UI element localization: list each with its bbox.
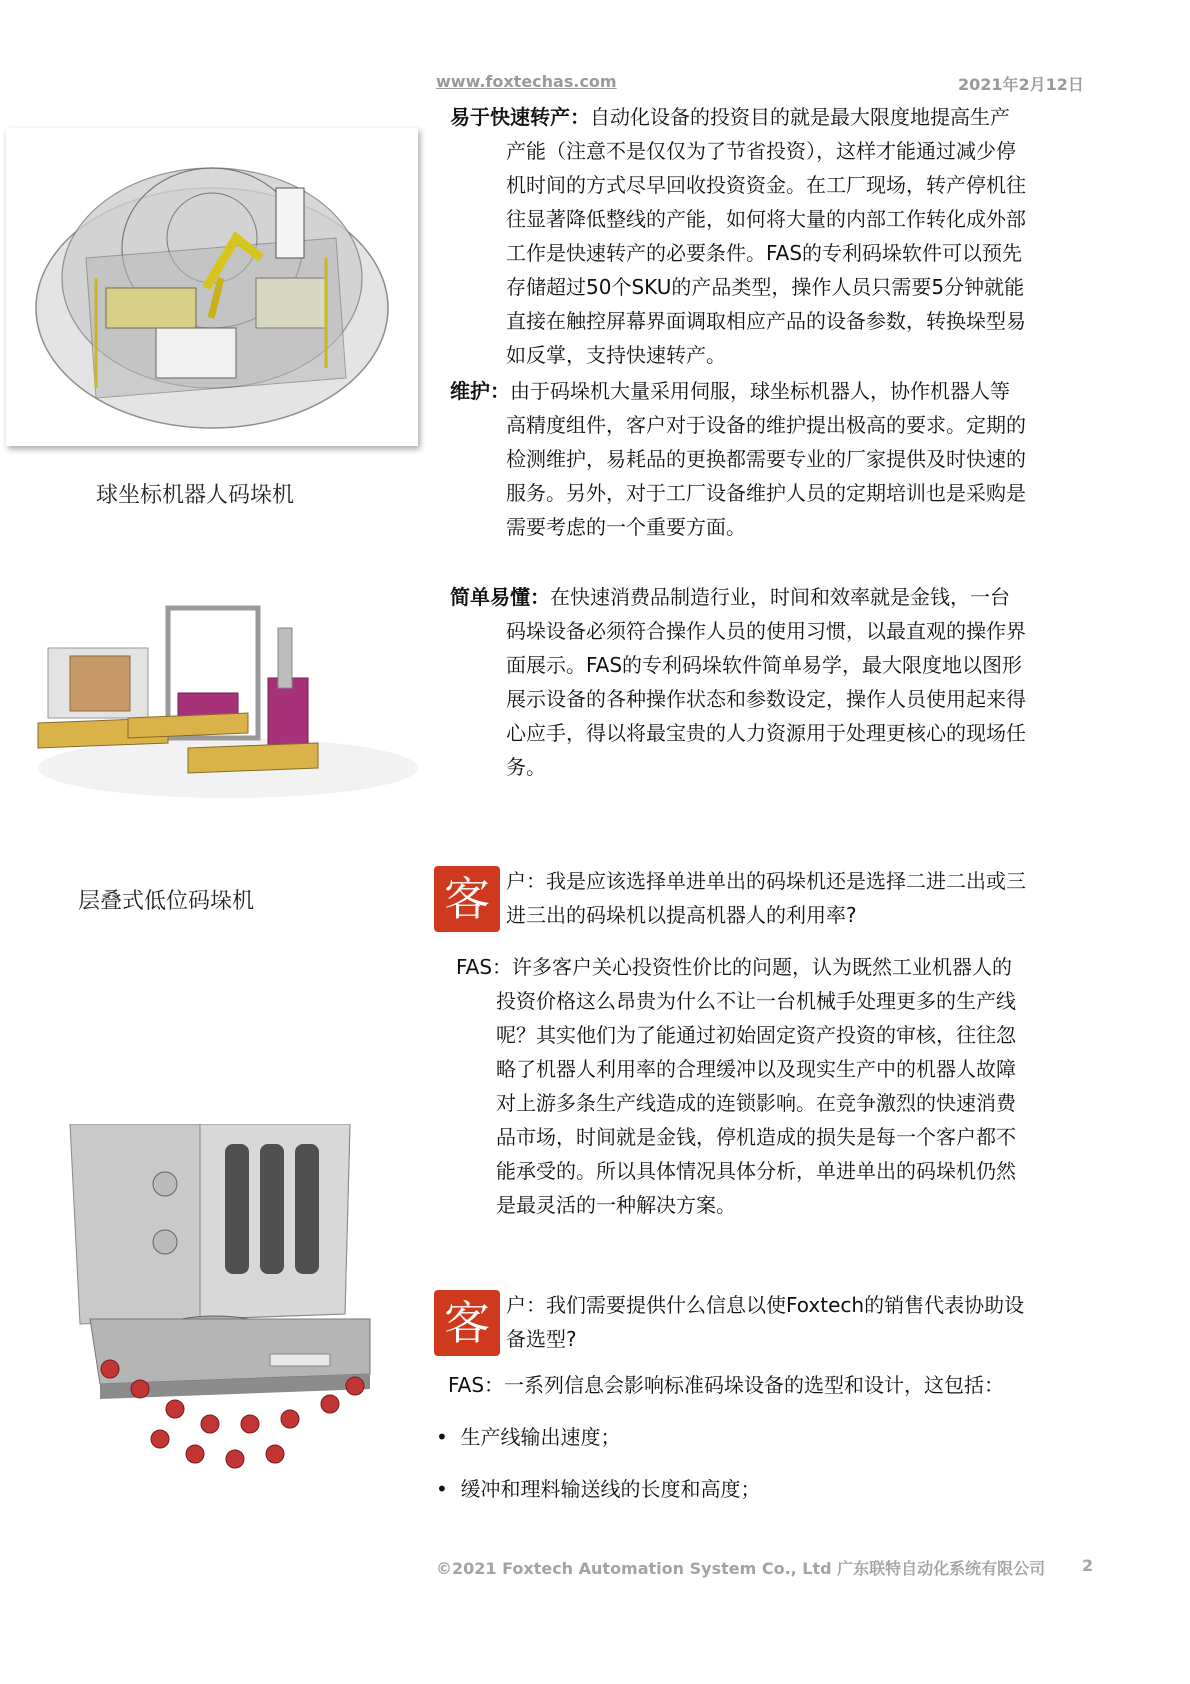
customer-badge: 客 <box>434 1290 500 1356</box>
section-line: 如反掌，支持快速转产。 <box>506 343 726 367</box>
question-line: 备选型? <box>506 1327 577 1351</box>
answer-first-line: FAS：一系列信息会影响标准码垛设备的选型和设计，这包括： <box>448 1373 1005 1397</box>
footer <box>436 1556 1094 1579</box>
section-line: 产能（注意不是仅仅为了节省投资），这样才能通过减少停 <box>506 139 1016 163</box>
section-first-line: 由于码垛机大量采用伺服，球坐标机器人，协作机器人等 <box>510 379 1010 403</box>
page-number: 2 <box>1082 1556 1094 1575</box>
answer-first-line: FAS：许多客户关心投资性价比的问题，认为既然工业机器人的 <box>456 955 1013 979</box>
answer-2 <box>448 1368 1088 1402</box>
answer-line: 是最灵活的一种解决方案。 <box>496 1193 736 1217</box>
section-line: 往显著降低整线的产能，如何将大量的内部工作转化成外部 <box>506 207 1026 231</box>
section-first-line: 自动化设备的投资目的就是最大限度地提高生产 <box>590 105 1010 129</box>
section-line: 直接在触控屏幕界面调取相应产品的设备参数，转换垛型易 <box>506 309 1026 333</box>
section-line: 务。 <box>506 755 546 779</box>
customer-badge: 客 <box>434 866 500 932</box>
section-line: 存储超过50个SKU的产品类型，操作人员只需要5分钟就能 <box>506 275 1025 299</box>
section-line: 展示设备的各种操作状态和参数设定，操作人员使用起来得 <box>506 687 1026 711</box>
header-url[interactable]: www.foxtechas.com <box>436 72 617 91</box>
question-1 <box>506 864 1092 932</box>
section-easy-to-use <box>450 580 1090 784</box>
question-line: 进三出的码垛机以提高机器人的利用率? <box>506 903 857 927</box>
question-2 <box>506 1288 1092 1356</box>
caption-low-level-palletizer: 层叠式低位码垛机 <box>78 889 255 914</box>
bullet-item <box>436 1420 621 1454</box>
answer-line: 能承受的。所以具体情况具体分析，单进单出的码垛机仍然 <box>496 1159 1016 1183</box>
gripper-image <box>0 1124 418 1496</box>
answer-1 <box>456 950 1096 1222</box>
section-maintenance <box>450 374 1090 544</box>
section-line: 面展示。FAS的专利码垛软件简单易学，最大限度地以图形 <box>506 653 1023 677</box>
answer-line: 投资价格这么昂贵为什么不让一台机械手处理更多的生产线 <box>496 989 1016 1013</box>
section-line: 心应手，得以将最宝贵的人力资源用于处理更核心的现场任 <box>506 721 1026 745</box>
bullet-dot: • <box>436 1477 448 1501</box>
header-date: 2021年2月12日 <box>958 75 1084 94</box>
bullet-text: 生产线输出速度； <box>460 1425 621 1449</box>
footer-copyright: ©2021 Foxtech Automation System Co., Ltd 广东联特自动化系统有限公司 <box>436 1559 1046 1578</box>
section-line: 高精度组件，客户对于设备的维护提出极高的要求。定期的 <box>506 413 1026 437</box>
question-line: 户：我们需要提供什么信息以使Foxtech的销售代表协助设 <box>506 1293 1025 1317</box>
bullet-text: 缓冲和理料输送线的长度和高度； <box>460 1477 761 1501</box>
spherical-robot-palletizer-image <box>6 128 418 446</box>
caption-spherical-robot: 球坐标机器人码垛机 <box>96 483 295 508</box>
section-title: 维护： <box>450 379 510 403</box>
answer-line: 对上游多条生产线造成的连锁影响。在竞争激烈的快速消费 <box>496 1091 1016 1115</box>
section-title: 易于快速转产： <box>450 105 590 129</box>
low-level-palletizer-image <box>18 598 418 808</box>
bullet-item <box>436 1472 761 1506</box>
section-line: 服务。另外，对于工厂设备维护人员的定期培训也是采购是 <box>506 481 1026 505</box>
answer-line: 略了机器人利用率的合理缓冲以及现实生产中的机器人故障 <box>496 1057 1016 1081</box>
section-line: 工作是快速转产的必要条件。FAS的专利码垛软件可以预先 <box>506 241 1023 265</box>
section-line: 码垛设备必须符合操作人员的使用习惯，以最直观的操作界 <box>506 619 1026 643</box>
section-first-line: 在快速消费品制造行业，时间和效率就是金钱，一台 <box>550 585 1010 609</box>
section-line: 机时间的方式尽早回收投资资金。在工厂现场，转产停机往 <box>506 173 1026 197</box>
bullet-dot: • <box>436 1425 448 1449</box>
answer-line: 品市场，时间就是金钱，停机造成的损失是每一个客户都不 <box>496 1125 1016 1149</box>
answer-line: 呢？其实他们为了能通过初始固定资产投资的审核，往往忽 <box>496 1023 1016 1047</box>
section-quick-changeover <box>450 100 1090 372</box>
question-line: 户：我是应该选择单进单出的码垛机还是选择二进二出或三 <box>506 869 1026 893</box>
section-line: 需要考虑的一个重要方面。 <box>506 515 746 539</box>
section-line: 检测维护，易耗品的更换都需要专业的厂家提供及时快速的 <box>506 447 1026 471</box>
section-title: 简单易懂： <box>450 585 550 609</box>
